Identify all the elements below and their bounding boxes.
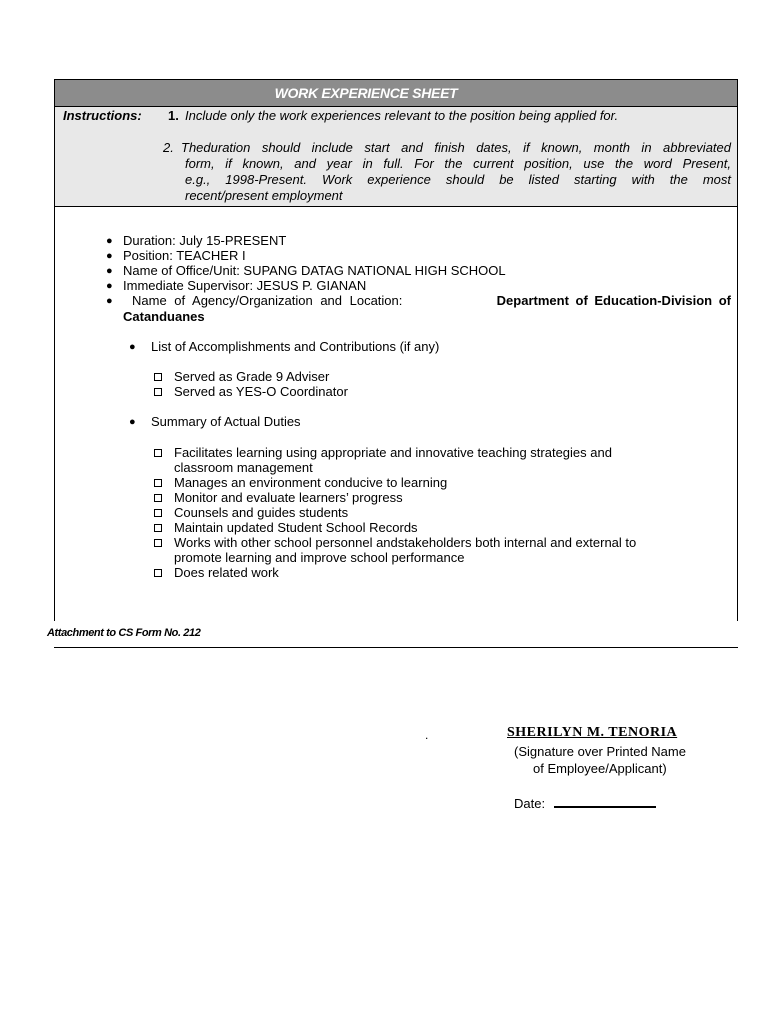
bullet-icon: ● (106, 280, 113, 292)
instruction-1-number: 1. (168, 108, 179, 123)
duty-item: Monitor and evaluate learners’ progress (174, 490, 403, 505)
instruction-2-text (181, 140, 731, 204)
agency-name: Department of Education-Division of (496, 293, 731, 308)
agency-name-cont: Catanduanes (123, 309, 205, 324)
instructions-panel (55, 107, 737, 207)
checkbox-icon (154, 539, 162, 547)
checkbox-icon (154, 509, 162, 517)
duty-item-cont: classroom management (174, 460, 313, 475)
sheet-title: WORK EXPERIENCE SHEET (274, 85, 458, 101)
bullet-icon: ● (106, 250, 113, 262)
instructions-label: Instructions: (63, 108, 142, 123)
date-field[interactable] (554, 806, 656, 808)
form-bottom-border (54, 647, 738, 648)
bullet-icon: ● (129, 416, 136, 428)
agency-prefix: Name of Agency/Organization and Location: (132, 293, 403, 308)
duty-item: Facilitates learning using appropriate and innovative teaching strategies and (174, 445, 612, 460)
attachment-note: Attachment to CS Form No. 212 (47, 627, 201, 639)
accomplishment-item: Served as Grade 9 Adviser (174, 369, 330, 384)
accomplishment-item: Served as YES-O Coordinator (174, 384, 348, 399)
duty-item: Does related work (174, 565, 279, 580)
checkbox-icon (154, 524, 162, 532)
checkbox-icon (154, 373, 162, 381)
sheet-header (55, 80, 737, 107)
duty-item: Maintain updated Student School Records (174, 520, 418, 535)
checkbox-icon (154, 449, 162, 457)
checkbox-icon (154, 388, 162, 396)
date-label: Date: (514, 796, 546, 811)
signature-dot: . (425, 728, 429, 742)
agency-line (132, 293, 731, 308)
duty-item: Counsels and guides students (174, 505, 349, 520)
instruction-1-text: Include only the work experiences relevant to the position being applied for. (185, 108, 619, 123)
bullet-icon: ● (106, 235, 113, 247)
supervisor-text: Immediate Supervisor: JESUS P. GIANAN (123, 278, 367, 293)
instruction-2-line-4: recent/present employment (185, 188, 343, 203)
duty-item: Works with other school personnel andstakeholders both internal and external to (174, 535, 637, 550)
checkbox-icon (154, 479, 162, 487)
bullet-icon: ● (129, 341, 136, 353)
duty-item-cont: promote learning and improve school performance (174, 550, 465, 565)
signature-label-line-1: (Signature over Printed Name (514, 744, 686, 759)
instruction-2-number: 2. (163, 140, 174, 155)
position-text: Position: TEACHER I (123, 248, 246, 263)
instruction-2-line-1: Theduration should include start and finish dates, if known, month in abbreviated (181, 140, 731, 155)
instruction-2-line-2: form, if known, and year in full. For the current position, use the word Present, (185, 156, 731, 171)
signature-label-line-2: of Employee/Applicant) (533, 761, 667, 776)
bullet-icon: ● (106, 265, 113, 277)
signatory-name: SHERILYN M. TENORIA (507, 725, 678, 740)
accomplishments-heading: List of Accomplishments and Contributions (if any) (151, 339, 440, 354)
checkbox-icon (154, 569, 162, 577)
duration-text: Duration: July 15-PRESENT (123, 233, 287, 248)
duties-heading: Summary of Actual Duties (151, 414, 301, 429)
bullet-icon: ● (106, 295, 113, 307)
office-text: Name of Office/Unit: SUPANG DATAG NATIONAL HIGH SCHOOL (123, 263, 506, 278)
checkbox-icon (154, 494, 162, 502)
duty-item: Manages an environment conducive to learning (174, 475, 448, 490)
instruction-2-line-3: e.g., 1998-Present. Work experience should be listed starting with the most (185, 172, 731, 187)
